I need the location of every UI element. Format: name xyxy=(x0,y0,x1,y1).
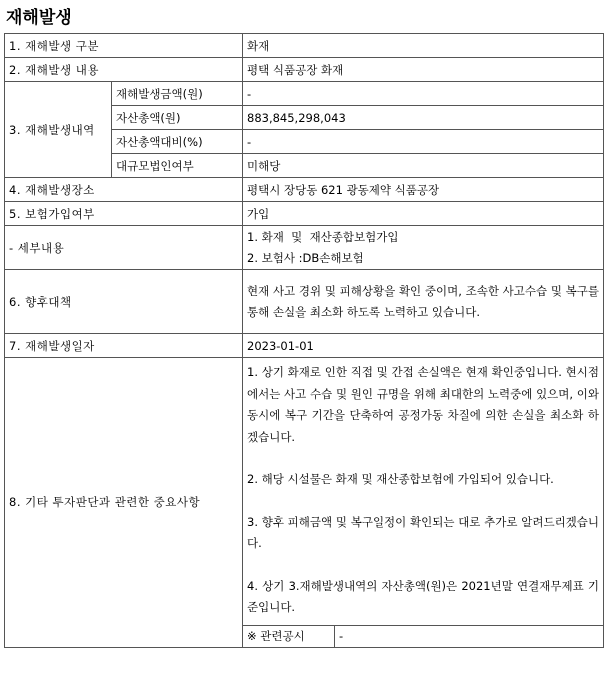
sub-label: 재해발생금액(원) xyxy=(112,82,243,106)
row-label: 6. 향후대책 xyxy=(5,270,243,334)
sub-value: - xyxy=(243,130,604,154)
row-value: 1. 화재 및 재산종합보험가입 2. 보험사 :DB손해보험 xyxy=(243,226,604,270)
row-label: 1. 재해발생 구분 xyxy=(5,34,243,58)
row-value: 현재 사고 경위 및 피해상황을 확인 중이며, 조속한 사고수습 및 복구를 통해 손실을 최소화 하도록 노력하고 있습니다. xyxy=(243,270,604,334)
table-row xyxy=(5,358,604,626)
sub-value: - xyxy=(243,82,604,106)
table-row xyxy=(5,178,604,202)
row-label: 3. 재해발생내역 xyxy=(5,82,112,178)
row-label: 2. 재해발생 내용 xyxy=(5,58,243,82)
sub-value: 미해당 xyxy=(243,154,604,178)
disclosure-table xyxy=(4,33,604,648)
table-row xyxy=(5,270,604,334)
related-value: - xyxy=(335,625,604,647)
row-value: 2023-01-01 xyxy=(243,334,604,358)
row-label: 7. 재해발생일자 xyxy=(5,334,243,358)
sub-value: 883,845,298,043 xyxy=(243,106,604,130)
row-label: 8. 기타 투자판단과 관련한 중요사항 xyxy=(5,358,243,648)
table-row xyxy=(5,226,604,270)
row-value: 화재 xyxy=(243,34,604,58)
table-row xyxy=(5,58,604,82)
table-row xyxy=(5,82,604,106)
note-paragraph: 2. 해당 시설물은 화재 및 재산종합보험에 가입되어 있습니다. xyxy=(247,472,554,486)
notes-cell xyxy=(243,358,604,626)
page-title: 재해발생 xyxy=(6,8,72,28)
table-row xyxy=(5,202,604,226)
table-row xyxy=(5,334,604,358)
sub-label: 자산총액(원) xyxy=(112,106,243,130)
note-paragraph: 1. 상기 화재로 인한 직접 및 간접 손실액은 현재 확인중입니다. 현시점에서는 사고 수습 및 원인 규명을 위해 최대한의 노력중에 있으며, 이와 동시에 복구 기간을 단축하여 공정가동 차질에 의한 손실을 최소화 하겠습니다. xyxy=(247,365,599,444)
sub-label: 대규모법인여부 xyxy=(112,154,243,178)
row-value: 가입 xyxy=(243,202,604,226)
sub-label: 자산총액대비(%) xyxy=(112,130,243,154)
related-label: ※ 관련공시 xyxy=(243,625,335,647)
row-label: - 세부내용 xyxy=(5,226,243,270)
table-row xyxy=(5,34,604,58)
note-paragraph: 3. 향후 피해금액 및 복구일정이 확인되는 대로 추가로 알려드리겠습니다. xyxy=(247,514,599,550)
note-paragraph: 4. 상기 3.재해발생내역의 자산총액(원)은 2021년말 연결재무제표 기준입니다. xyxy=(247,578,599,614)
row-value: 평택시 장당동 621 광동제약 식품공장 xyxy=(243,178,604,202)
row-label: 4. 재해발생장소 xyxy=(5,178,243,202)
row-value: 평택 식품공장 화재 xyxy=(243,58,604,82)
row-label: 5. 보험가입여부 xyxy=(5,202,243,226)
